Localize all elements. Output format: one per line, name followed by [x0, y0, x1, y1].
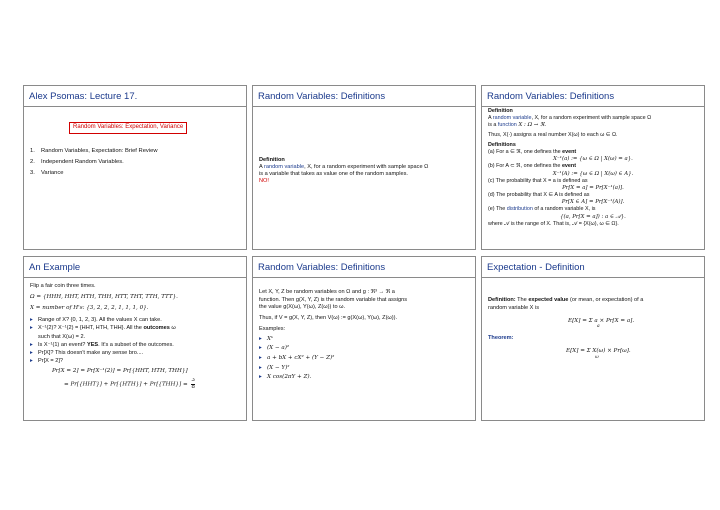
slide-body: [24, 108, 246, 249]
slide-title-heading: Alex Psomas: Lecture 17.: [24, 86, 246, 107]
slide-body: [482, 85, 704, 249]
text-line: Thus, if V = g(X, Y, Z), then V(ω) := g(X(ω), Y(ω), Z(ω)).: [259, 315, 398, 322]
def-e: (e) The distribution of a random variable X, is: [488, 206, 596, 213]
bullet-item: ▸ Pr[X = 2]?: [30, 357, 240, 365]
definition-heading: Definition: [488, 108, 513, 114]
def-a-formula: X⁻¹(a) := {ω ∈ Ω | X(ω) = a}.: [553, 156, 633, 163]
slide-expectation: [481, 256, 705, 421]
slide-functions-of-rv: [252, 256, 476, 421]
thus-line: Thus, X(·) assigns a real number X(ω) to each ω ∈ Ω.: [488, 131, 618, 138]
example-item: ▸ (X − Y)²: [259, 365, 469, 373]
slide-heading: Random Variables: Definitions: [253, 257, 475, 278]
outline-item: 3. Variance: [30, 170, 64, 176]
definition-line-2: random variable X is: [488, 304, 539, 311]
outline-item: 2. Independent Random Variables.: [30, 159, 124, 165]
text-line: function. Then g(X, Y, Z) is the random variable that assigns: [259, 296, 408, 303]
definition-heading: Definition: [259, 157, 285, 163]
slide-rv-definition-wrong: [252, 85, 476, 250]
definition-line-2: is a variable that takes as value one of the random samples.: [259, 171, 408, 178]
slide-body: [253, 279, 475, 420]
slide-body: [482, 279, 704, 420]
def-c-formula: Pr[X = a] = Pr[X⁻¹(a)].: [562, 184, 624, 191]
slide-heading: Random Variables: Definitions: [482, 86, 704, 107]
equation-1: Pr[X = 2] = Pr[X⁻¹(2)] = Pr[{HHT, HTH, THH}]: [52, 367, 188, 374]
example-item: ▸ a + bX + cX² + (Y − Z)²: [259, 355, 469, 363]
equation-2: = Pr[{HHT}] + Pr[{HTH}] + Pr[{THH}] = $\frac{3}{8}$: [64, 378, 195, 390]
no-label: NO!: [259, 178, 269, 185]
x-definition: X = number of H's: {3, 2, 2, 2, 1, 1, 1, 0}.: [30, 305, 149, 312]
slide-title: [23, 85, 247, 250]
slide-heading: Expectation - Definition: [482, 257, 704, 278]
where-line: where 𝒜 is the range of X. That is, 𝒜 = {X(ω), ω ∈ Ω}.: [488, 220, 619, 227]
example-item: ▸ Xᵏ: [259, 336, 469, 344]
bullet-item: ▸ X⁻¹(2)? X⁻¹(2) = {HHT, HTH, THH}. All the outcomes ω such that X(ω) = 2.: [30, 324, 240, 340]
theorem-formula: E[X] = Σ X(ω) × Pr[ω]. ω: [566, 347, 631, 360]
text-line: Let X, Y, Z be random variables on Ω and g : ℜ³ → ℜ a: [259, 289, 395, 295]
slide-rv-definitions: [481, 85, 705, 250]
def-d: (d) The probability that X ∈ A is defined as: [488, 192, 590, 199]
def-e-formula: {(a, Pr[X = a]) : a ∈ 𝒜}.: [560, 213, 626, 220]
def-d-formula: Pr[X ∈ A] = Pr[X⁻¹(A)].: [561, 199, 625, 206]
definition-line: Definition: The expected value (or mean, or expectation) of a: [488, 297, 644, 303]
slide-heading: An Example: [24, 257, 246, 278]
slide-heading: Random Variables: Definitions: [253, 86, 475, 107]
bullet-item: ▸ Pr[X]? This doesn't make any sense bro....: [30, 349, 240, 357]
slide-body: [24, 279, 246, 420]
outline-list: [30, 146, 158, 179]
outline-item: 1. Random Variables, Expectation: Brief Review: [30, 148, 158, 154]
definitions-heading: Definitions: [488, 141, 516, 148]
def-a: (a) For a ∈ ℜ, one defines the event: [488, 148, 577, 155]
def-b: (b) For A ⊂ ℜ, one defines the event: [488, 163, 577, 170]
example-item: ▸ X cos(2πY + Z).: [259, 374, 469, 382]
def-b-formula: X⁻¹(A) := {ω ∈ Ω | X(ω) ∈ A}.: [552, 170, 634, 177]
fraction: $\frac{3}{8}$: [191, 378, 195, 390]
theorem-heading: Theorem:: [488, 334, 514, 341]
definition-line: A random variable, X, for a random experiment with sample space Ω: [259, 164, 429, 171]
expectation-formula: E[X] = Σ a × Pr[X = a]. a: [568, 317, 635, 330]
slide-body: [253, 108, 475, 249]
examples-label: Examples:: [259, 325, 286, 332]
example-line: Flip a fair coin three times.: [30, 283, 96, 289]
def-c: (c) The probability that X = a is defined as: [488, 177, 588, 184]
slide-example: [23, 256, 247, 421]
example-item: ▸ (X − a)²: [259, 345, 469, 353]
sample-space: Ω = {HHH, HHT, HTH, THH, HTT, THT, TTH, TTT}.: [30, 294, 178, 301]
bullet-item: ▸ Range of X? {0, 1, 2, 3}. All the values X can take.: [30, 316, 240, 324]
definition-line-2: is a function X : Ω → ℜ.: [488, 122, 547, 129]
lecture-subtitle: Random Variables: Expectation, Variance: [69, 122, 187, 134]
definition-line: A random variable, X, for a random experiment with sample space Ω: [488, 115, 652, 122]
bullet-item: ▸ Is X⁻¹(1) an event? YES. It's a subset of the outcomes.: [30, 341, 240, 349]
text-line: the value g(X(ω), Y(ω), Z(ω)) to ω.: [259, 304, 346, 311]
